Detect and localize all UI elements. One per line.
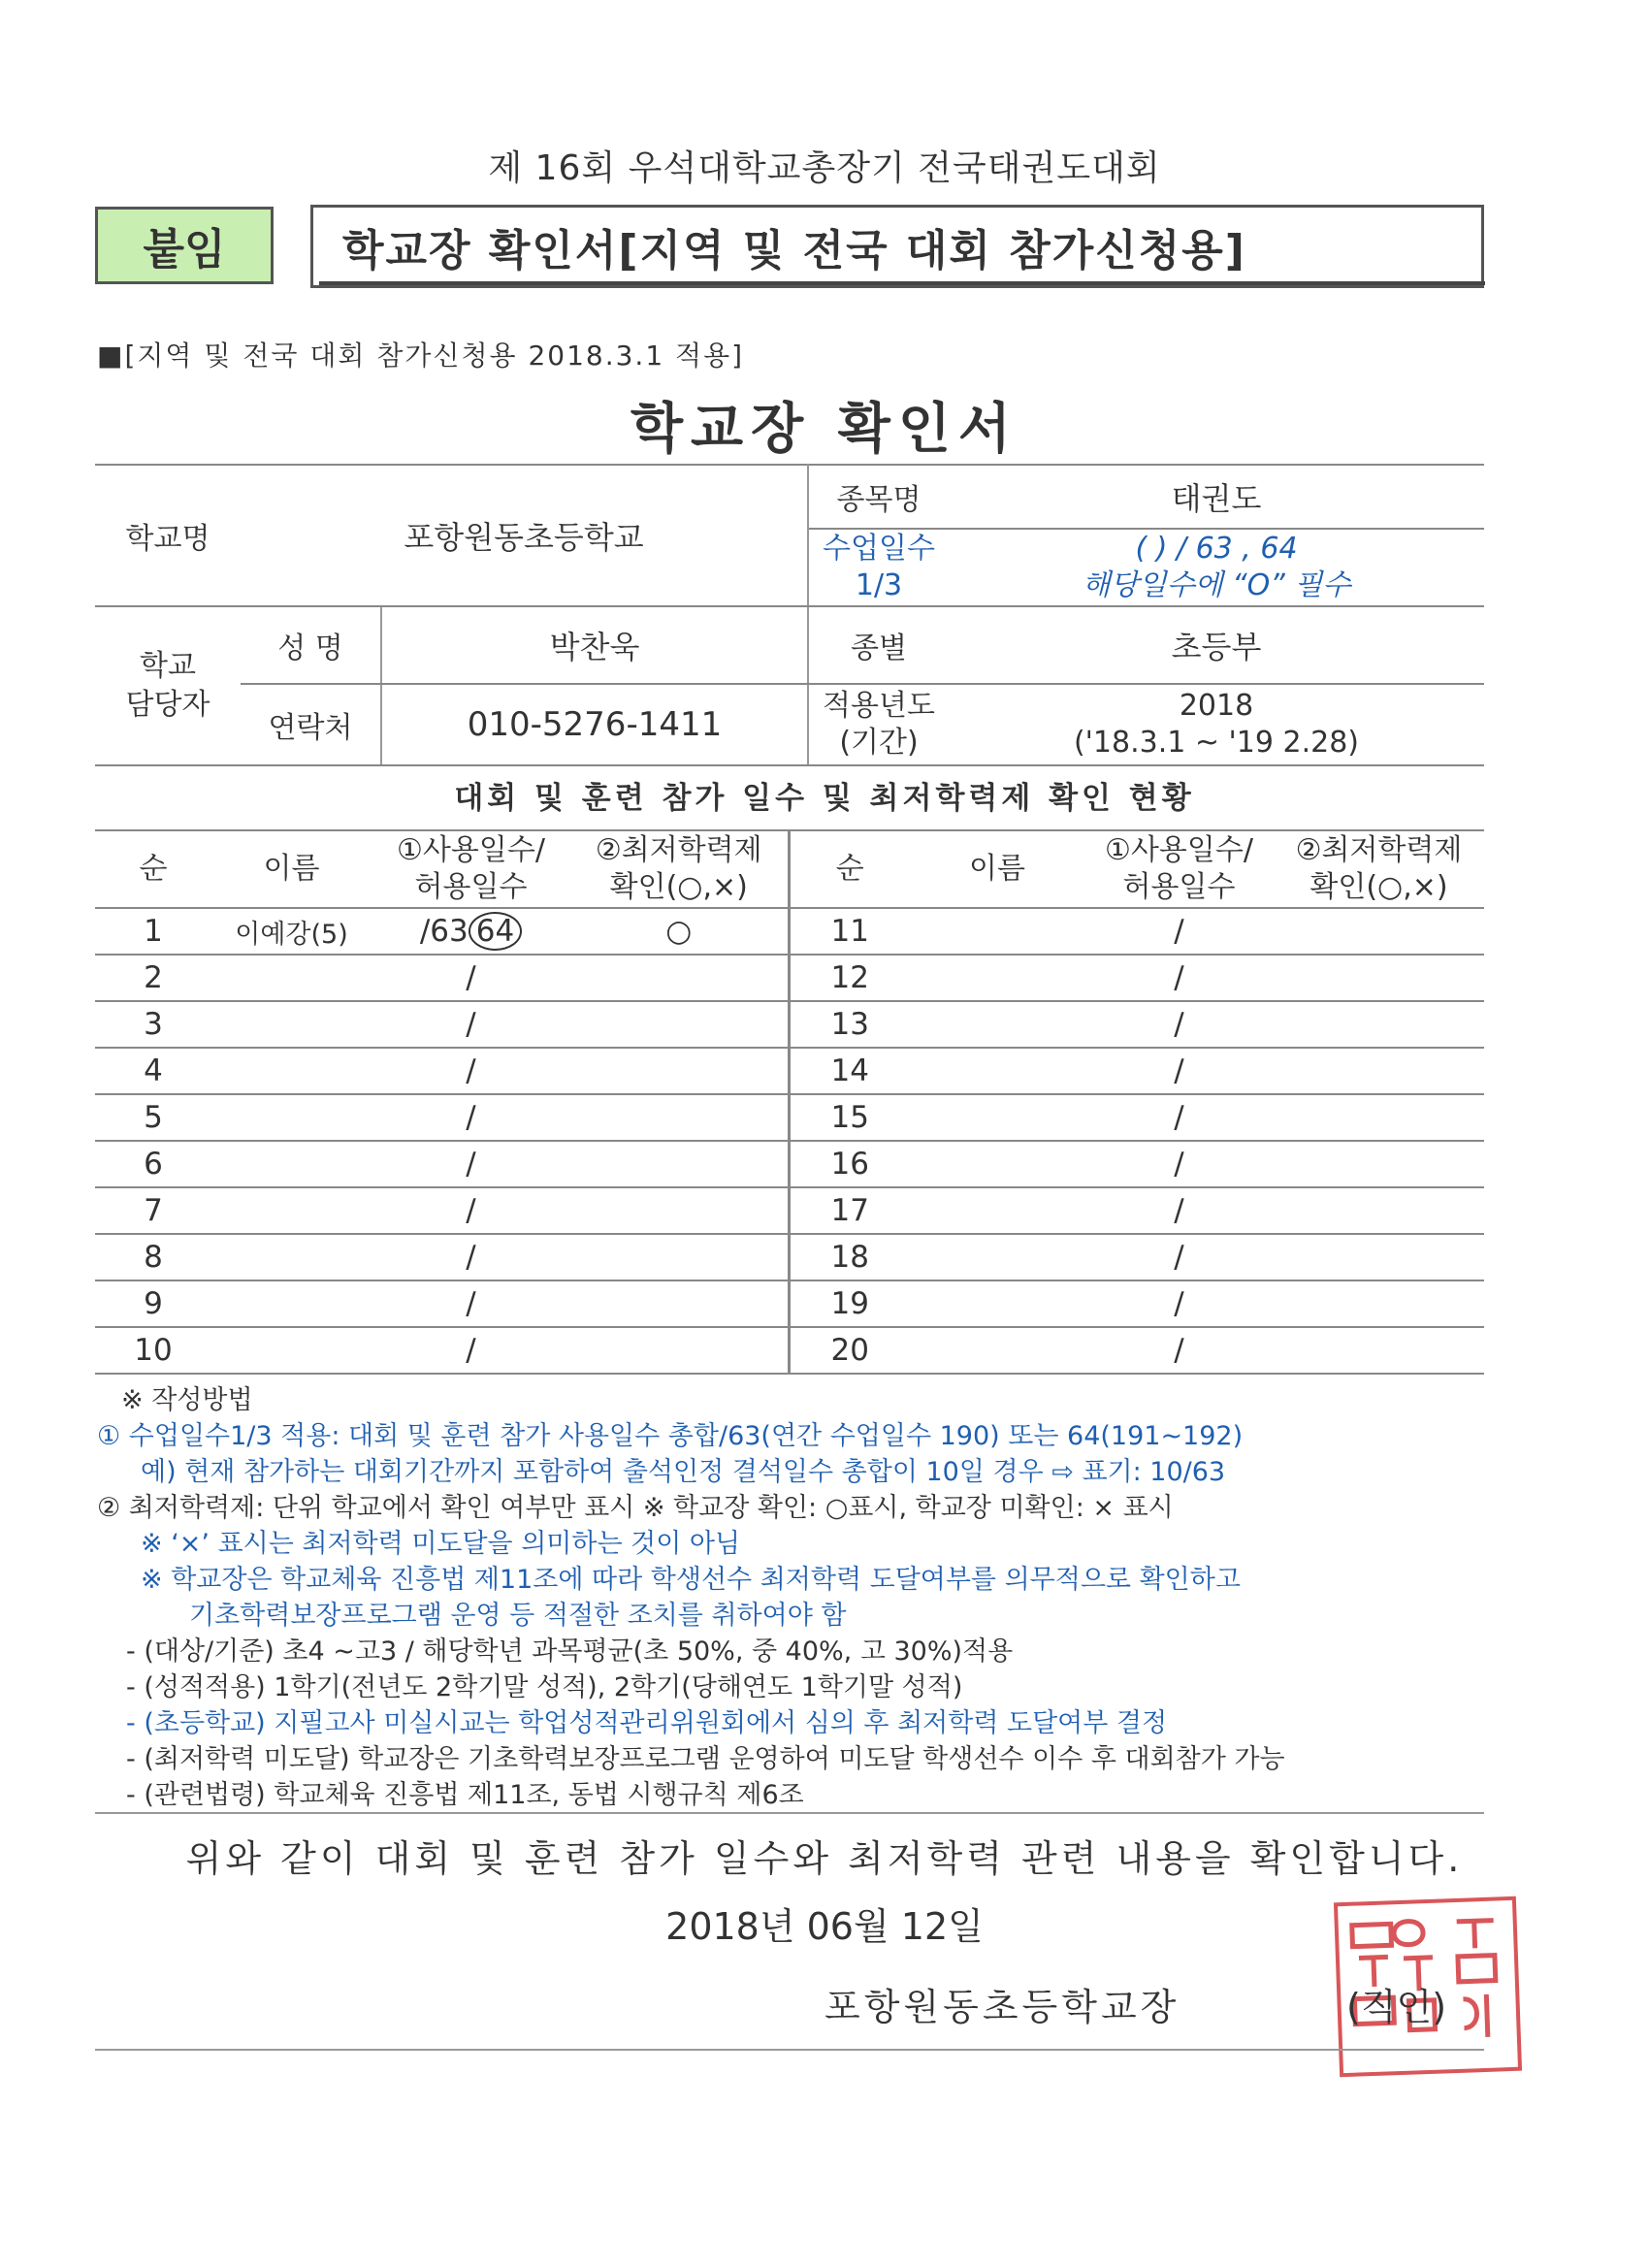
row-min-right bbox=[1274, 1141, 1484, 1187]
row-days-right: / bbox=[1084, 1234, 1274, 1280]
row-seq: 10 bbox=[95, 1327, 211, 1374]
year-label-cell bbox=[808, 684, 949, 765]
table-row bbox=[95, 1280, 1484, 1327]
row-min bbox=[570, 1234, 789, 1280]
detail-1: - (대상/기준) 초4 ~고3 / 해당학년 과목평균(초 50%, 중 40%, 고 30%)적용 bbox=[126, 1636, 1014, 1667]
col-days-right-line1: ①사용일수/ bbox=[1105, 833, 1253, 867]
row-days-value: / bbox=[466, 1333, 476, 1368]
col-min-right-line1: ②최저학력제 bbox=[1295, 833, 1463, 867]
row-name-right bbox=[910, 1280, 1084, 1327]
notes-title: ※ 작성방법 bbox=[121, 1385, 253, 1415]
row-days bbox=[372, 1141, 570, 1187]
col-days-right bbox=[1084, 830, 1274, 908]
row-min bbox=[570, 1141, 789, 1187]
row-min bbox=[570, 1001, 789, 1048]
row-name bbox=[211, 955, 372, 1001]
table-row bbox=[95, 1094, 1484, 1141]
divider-top bbox=[95, 1812, 1484, 1814]
row-days-value: / bbox=[466, 960, 476, 995]
category-label: 종별 bbox=[808, 606, 949, 684]
detail-3: - (초등학교) 지필고사 미실시교는 학업성적관리위원회에서 심의 후 최저학력 도달여부 결정 bbox=[126, 1708, 1168, 1738]
row-min-right bbox=[1274, 908, 1484, 955]
col-min-right bbox=[1274, 830, 1484, 908]
note-2: ② 최저학력제: 단위 학교에서 확인 여부만 표시 ※ 학교장 확인: ○표시, 학교장 미확인: × 표시 bbox=[97, 1493, 1174, 1523]
note-1b: 예) 현재 참가하는 대회기간까지 포함하여 출석인정 결석일수 총합이 10일 경우 ⇨ 표기: 10/63 bbox=[141, 1457, 1226, 1487]
row-name bbox=[211, 1048, 372, 1094]
seal-mark-text: (직인) bbox=[1346, 1986, 1447, 2028]
row-min-right bbox=[1274, 1327, 1484, 1374]
row-seq-right: 20 bbox=[789, 1327, 910, 1374]
col-name: 이름 bbox=[211, 830, 372, 908]
row-seq-right: 14 bbox=[789, 1048, 910, 1094]
document-title: 학교장 확인서 bbox=[630, 398, 1019, 461]
days-note: 해당일수에 “O” 필수 bbox=[1082, 568, 1351, 602]
row-days bbox=[372, 955, 570, 1001]
name-value: 박찬욱 bbox=[381, 606, 808, 684]
row-days-value: / bbox=[466, 1286, 476, 1321]
days-label-cell bbox=[808, 529, 949, 606]
row-seq-right: 19 bbox=[789, 1280, 910, 1327]
manager-label: 학교 담당자 bbox=[95, 606, 241, 765]
row-seq: 9 bbox=[95, 1280, 211, 1327]
note-2d: 기초학력보장프로그램 운영 등 적절한 조치를 취하여야 함 bbox=[189, 1601, 847, 1631]
row-days bbox=[372, 1001, 570, 1048]
detail-4: - (최저학력 미도달) 학교장은 기초학력보장프로그램 운영하여 미도달 학생선수 이수 후 대회참가 가능 bbox=[126, 1744, 1285, 1774]
confirm-text: 위와 같이 대회 및 훈련 참가 일수와 최저학력 관련 내용을 확인합니다. bbox=[185, 1837, 1464, 1880]
row-days bbox=[372, 908, 570, 955]
row-seq: 5 bbox=[95, 1094, 211, 1141]
row-seq-right: 18 bbox=[789, 1234, 910, 1280]
row-name-right bbox=[910, 1327, 1084, 1374]
row-name bbox=[211, 1327, 372, 1374]
row-seq-right: 15 bbox=[789, 1094, 910, 1141]
year-value-cell bbox=[949, 684, 1484, 765]
year-value: 2018 bbox=[1179, 689, 1254, 723]
section-title: 대회 및 훈련 참가 일수 및 최저학력제 확인 현황 bbox=[454, 781, 1195, 816]
row-name bbox=[211, 1001, 372, 1048]
row-seq-right: 13 bbox=[789, 1001, 910, 1048]
notes bbox=[97, 1382, 1494, 1813]
row-min bbox=[570, 955, 789, 1001]
row-days-value: / bbox=[466, 1007, 476, 1042]
row-seq: 3 bbox=[95, 1001, 211, 1048]
table-row bbox=[95, 1141, 1484, 1187]
school-value: 포항원동초등학교 bbox=[241, 465, 808, 606]
col-name-right: 이름 bbox=[910, 830, 1084, 908]
row-days bbox=[372, 1234, 570, 1280]
row-name-right bbox=[910, 1187, 1084, 1234]
year-period: ('18.3.1 ~ '19 2.28) bbox=[1073, 726, 1360, 760]
note-1: ① 수업일수1/3 적용: 대회 및 훈련 참가 사용일수 총합/63(연간 수업일수 190) 또는 64(191~192) bbox=[97, 1421, 1244, 1451]
applied-note: ■[지역 및 전국 대회 참가신청용 2018.3.1 적용] bbox=[97, 340, 745, 372]
circled-days: 64 bbox=[469, 912, 522, 951]
row-min-right bbox=[1274, 1001, 1484, 1048]
row-days-value: / bbox=[466, 1100, 476, 1135]
table-row bbox=[95, 955, 1484, 1001]
row-seq: 8 bbox=[95, 1234, 211, 1280]
row-seq-right: 17 bbox=[789, 1187, 910, 1234]
note-2c: ※ 학교장은 학교체육 진흥법 제11조에 따라 학생선수 최저학력 도달여부를 의무적으로 확인하고 bbox=[141, 1565, 1241, 1595]
row-name bbox=[211, 1094, 372, 1141]
attachment-badge: 붙임 bbox=[95, 207, 274, 284]
table-row bbox=[95, 1187, 1484, 1234]
row-name-right bbox=[910, 1048, 1084, 1094]
row-seq-right: 12 bbox=[789, 955, 910, 1001]
heading-shadow bbox=[319, 281, 1485, 285]
row-min bbox=[570, 1187, 789, 1234]
row-days bbox=[372, 1048, 570, 1094]
row-min-right bbox=[1274, 955, 1484, 1001]
principal-name: 포항원동초등학교장 bbox=[824, 1986, 1180, 2028]
col-seq: 순 bbox=[95, 830, 211, 908]
detail-2: - (성적적용) 1학기(전년도 2학기말 성적), 2학기(당해연도 1학기말 성적) bbox=[126, 1672, 963, 1702]
row-name-right bbox=[910, 1141, 1084, 1187]
doc-heading: 학교장 확인서[지역 및 전국 대회 참가신청용] bbox=[310, 205, 1484, 288]
row-name bbox=[211, 1234, 372, 1280]
school-label: 학교명 bbox=[95, 465, 241, 606]
row-days-right: / bbox=[1084, 1141, 1274, 1187]
category-value: 초등부 bbox=[949, 606, 1484, 684]
row-days-right: / bbox=[1084, 1094, 1274, 1141]
row-days-right: / bbox=[1084, 1187, 1274, 1234]
row-days bbox=[372, 1187, 570, 1234]
row-name-right bbox=[910, 955, 1084, 1001]
row-seq: 7 bbox=[95, 1187, 211, 1234]
table-row bbox=[95, 1234, 1484, 1280]
row-min-right bbox=[1274, 1234, 1484, 1280]
contact-label: 연락처 bbox=[241, 684, 381, 765]
row-days-right: / bbox=[1084, 908, 1274, 955]
days-value-cell bbox=[949, 529, 1484, 606]
days-value: ( ) / 63 , 64 bbox=[1135, 532, 1298, 566]
row-seq: 4 bbox=[95, 1048, 211, 1094]
row-days-right: / bbox=[1084, 1280, 1274, 1327]
row-min: ○ bbox=[570, 908, 789, 955]
col-min-right-line2: 확인(○,×) bbox=[1310, 870, 1448, 904]
col-min bbox=[570, 830, 789, 908]
col-min-line2: 확인(○,×) bbox=[609, 870, 748, 904]
sport-label: 종목명 bbox=[808, 465, 949, 529]
row-days-right: / bbox=[1084, 1001, 1274, 1048]
row-days-right: / bbox=[1084, 955, 1274, 1001]
detail-5: - (관련법령) 학교체육 진흥법 제11조, 동법 시행규칙 제6조 bbox=[126, 1780, 804, 1810]
row-seq-right: 16 bbox=[789, 1141, 910, 1187]
info-table bbox=[95, 464, 1484, 766]
row-name bbox=[211, 1280, 372, 1327]
row-name-right bbox=[910, 1001, 1084, 1048]
row-seq: 2 bbox=[95, 955, 211, 1001]
divider-bottom bbox=[95, 2049, 1484, 2051]
participation-table bbox=[95, 829, 1484, 1375]
row-name-right bbox=[910, 1094, 1084, 1141]
table-row bbox=[95, 1001, 1484, 1048]
row-days bbox=[372, 1094, 570, 1141]
col-days-right-line2: 허용일수 bbox=[1122, 870, 1236, 904]
row-min-right bbox=[1274, 1048, 1484, 1094]
col-days-line1: ①사용일수/ bbox=[397, 833, 545, 867]
row-min-right bbox=[1274, 1094, 1484, 1141]
col-days-line2: 허용일수 bbox=[414, 870, 528, 904]
days-ratio: 1/3 bbox=[855, 568, 903, 602]
row-min-right bbox=[1274, 1280, 1484, 1327]
row-min-right bbox=[1274, 1187, 1484, 1234]
row-days bbox=[372, 1280, 570, 1327]
contact-value: 010-5276-1411 bbox=[381, 684, 808, 765]
row-days-value: / bbox=[466, 1193, 476, 1228]
row-min bbox=[570, 1280, 789, 1327]
document-date: 2018년 06월 12일 bbox=[665, 1905, 984, 1948]
note-2b: ※ ‘×’ 표시는 최저학력 미도달을 의미하는 것이 아님 bbox=[141, 1529, 741, 1559]
row-seq-right: 11 bbox=[789, 908, 910, 955]
row-name bbox=[211, 1187, 372, 1234]
name-label: 성 명 bbox=[241, 606, 381, 684]
col-min-line1: ②최저학력제 bbox=[595, 833, 762, 867]
col-days bbox=[372, 830, 570, 908]
row-min bbox=[570, 1327, 789, 1374]
table-row bbox=[95, 1048, 1484, 1094]
row-days bbox=[372, 1327, 570, 1374]
days-label: 수업일수 bbox=[823, 532, 935, 566]
row-days-value: / bbox=[466, 1240, 476, 1275]
row-min bbox=[570, 1094, 789, 1141]
row-name bbox=[211, 1141, 372, 1187]
row-name-right bbox=[910, 1234, 1084, 1280]
row-seq: 1 bbox=[95, 908, 211, 955]
sport-value: 태권도 bbox=[949, 465, 1484, 529]
row-min bbox=[570, 1048, 789, 1094]
row-seq: 6 bbox=[95, 1141, 211, 1187]
table-header bbox=[95, 830, 1484, 908]
row-days-value: /63 bbox=[419, 914, 469, 949]
table-row bbox=[95, 1327, 1484, 1374]
event-title: 제 16회 우석대학교총장기 전국태권도대회 bbox=[488, 148, 1161, 188]
row-days-right: / bbox=[1084, 1048, 1274, 1094]
row-days-right: / bbox=[1084, 1327, 1274, 1374]
row-name-right bbox=[910, 908, 1084, 955]
row-days-value: / bbox=[466, 1053, 476, 1088]
table-row bbox=[95, 908, 1484, 955]
col-seq-right: 순 bbox=[789, 830, 910, 908]
year-label: 적용년도 bbox=[823, 689, 935, 723]
row-days-value: / bbox=[466, 1147, 476, 1182]
row-name: 이예강(5) bbox=[211, 908, 372, 955]
year-sub: (기간) bbox=[839, 726, 919, 760]
